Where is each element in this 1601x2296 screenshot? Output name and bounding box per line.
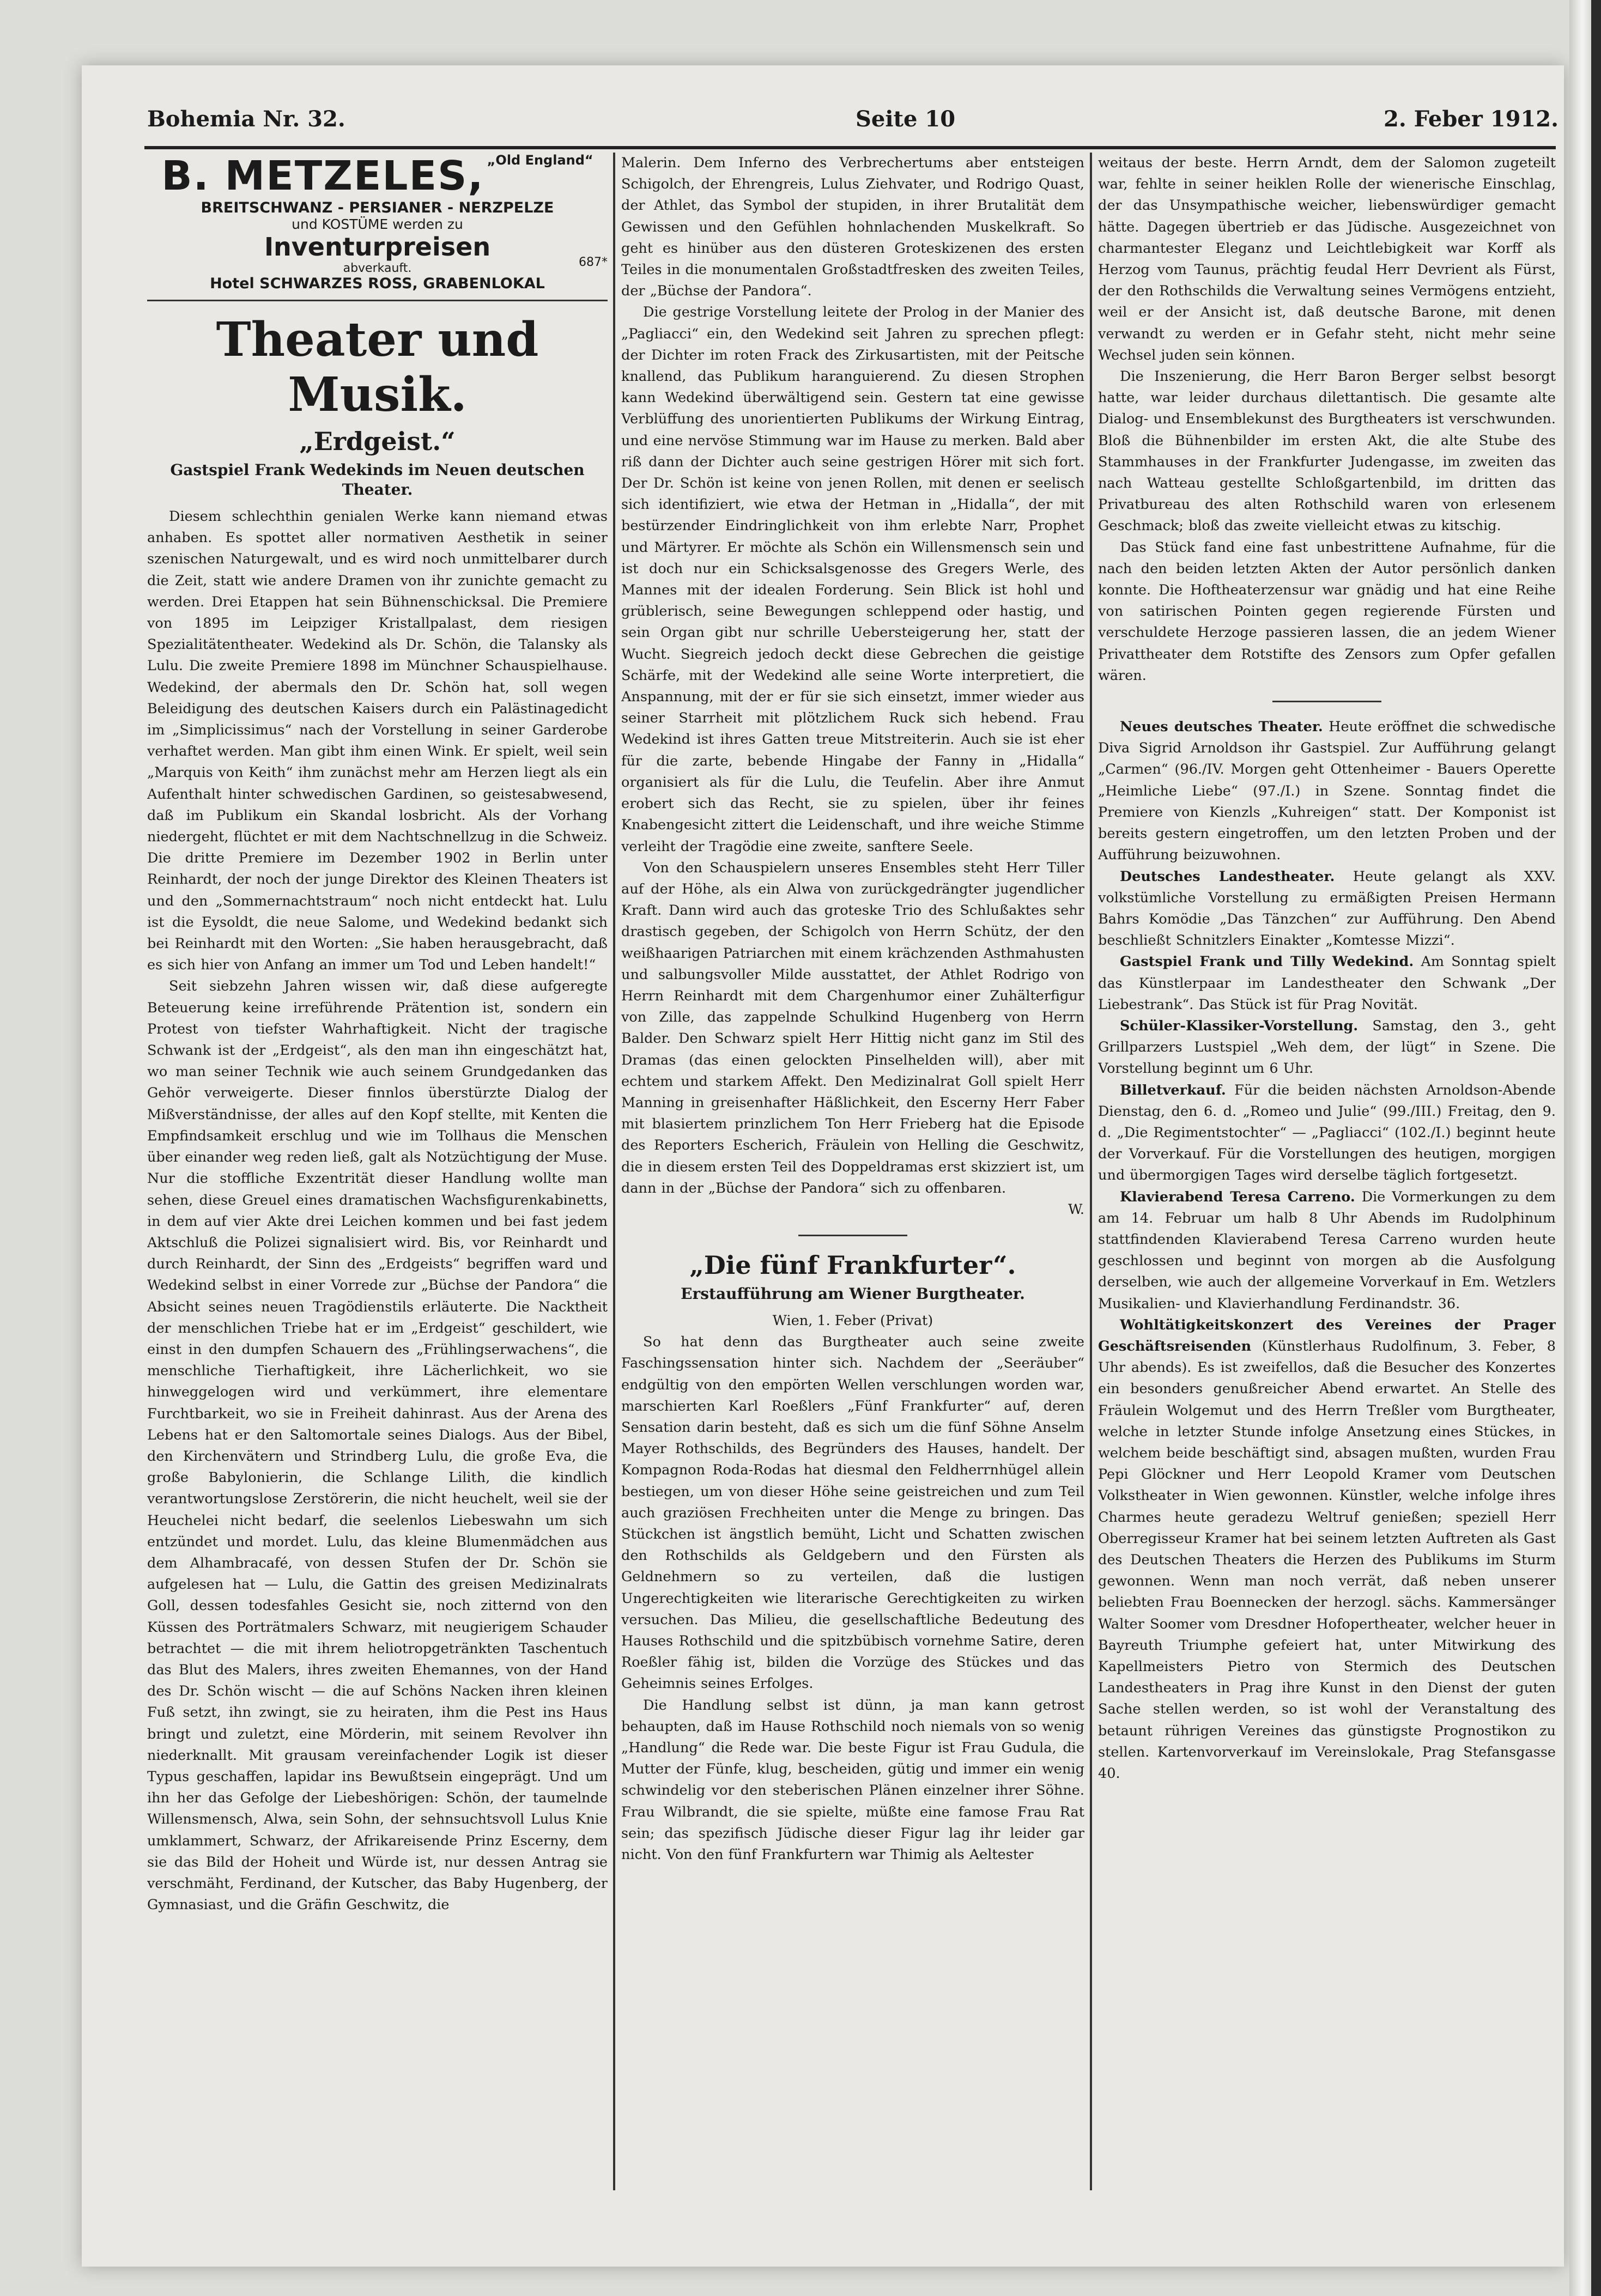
paragraph: Die gestrige Vorstellung leitete der Prolog in der Manier des „Pagliacci“ ein, den Wedekind seit Jahren zu sprechen pflegt: der Dichter im roten Frack des Zirkusartisten, mit der Peitsche knallend, das Publikum haranguierend. Zu diesen Strophen kann Wedekind überwältigend sein. Gestern tat eine gewisse Verblüffung des unorientierten Publikums der Wirkung Eintrag, und eine nervöse Stimmung war im Hause zu merken. Bald aber riß dann der Dichter auch seine gestrigen Hörer mit sich fort. Der Dr. Schön ist keine von jenen Rollen, mit denen er seelisch sich identifiziert, wie etwa der Hetman in „Hidalla“, der mit bestürzender Eindringlichkeit von ihm erlebte Narr, Prophet und Märtyrer. Er möchte als Schön ein Willensmensch sein und ist doch nur ein Schicksalsgenosse des Gregers Werle, des Mannes mit der idealen Forderung. Sein Blick ist hohl und grüblerisch, seine Bewegungen schleppend oder hastig, und sein Organ gibt nur schrille Uebersteigerung her, statt der Wucht. Siegreich jedoch deckt diese Gebrechen die geistige Schärfe, mit der Wedekind alle seine Worte interpretiert, die Anspannung, mit der er für sie sich einsetzt, immer wieder aus seiner Starrheit mit plötzlichem Ruck sich hebend. Frau Wedekind ist ihres Gatten treue Mitstreiterin. Auch sie ist eher für die zarte, bebende Hingabe der Fanny in „Hidalla“ organisiert als für die Lulu, die Teufelin. Aber ihre Anmut erobert sich das Recht, sie zu spielen, über ihr feines Knabengesicht zittert die Leidenschaft, und ihre weiche Stimme verleiht der Tragödie eine zweite, sanftere Seele. [621, 304, 1084, 855]
notice-text: Die Vormerkungen zu dem am 14. Februar um halb 8 Uhr Abends im Rudolphinum stattfindenden Klavierabend Teresa Carreno wurden heute geschlossen und beginnt von morgen ab die Ausfolgung derselben, wie auch der allgemeine Vorverkauf in Em. Wetzlers Musikalien- und Klavierhandlung Ferdinandstr. 36. [1098, 1188, 1556, 1312]
ad-line: BREITSCHWANZ - PERSIANER - NERZPELZE [201, 199, 554, 216]
issue-date: 2. Feber 1912. [1383, 106, 1558, 132]
notice-text: Am Sonntag spielt das Künstlerpaar im Landestheater den Schwank „Der Liebestrank“. Das Stück ist für Prag Novität. [1098, 953, 1556, 1013]
column-separator [613, 153, 615, 2190]
paragraph: Diesem schlechthin genialen Werke kann niemand etwas anhaben. Es spottet aller normativen Aesthetik in seiner szenischen Naturgewalt, und es wird noch unmittelbarer durch die Zeit, statt wie andere Dramen von ihr zunichte gemacht zu werden. Drei Etappen hat sein Bühnenschicksal. Die Premiere von 1895 im Leipziger Kristallpalast, dem riesigen Spezialitätentheater. Wedekind als Dr. Schön, die Talansky als Lulu. Die zweite Premiere 1898 im Münchner Schauspielhause. Wedekind, der abermals den Dr. Schön hat, soll wegen Beleidigung des deutschen Kaisers durch ein Palästinagedicht im „Simplicissimus“ nach der Vorstellung in seiner Garderobe verhaftet werden. Man gibt ihm einen Wink. Er spielt, weil sein „Marquis von Keith“ ihm zunächst mehr am Herzen liegt als ein Aufenthalt hinter schwedischen Gardinen, so geistesabwesend, daß im Publikum ein Skandal losbricht. Als der Vorhang niedergeht, flüchtet er mit dem Nachtschnellzug in die Schweiz. Die dritte Premiere im Dezember 1902 in Berlin unter Reinhardt, der noch der junge Direktor des Kleinen Theaters ist und den „Sommernachtstraum“ noch nicht entdeckt hat. Lulu ist die Eysoldt, die neue Salome, und Wedekind bedankt sich bei Reinhardt mit den Worten: „Sie haben herausgebracht, daß es sich hier von Anfang an immer um Tod und Leben handelt!“ [147, 508, 608, 974]
paragraph: weitaus der beste. Herrn Arndt, dem der Salomon zugeteilt war, fehlte in seiner heiklen Rolle der wienerische Einschlag, der das Unsympathische weicher, liebenswürdiger gemacht hätte. Dagegen übertrieb er das Jüdische. Ausgezeichnet von charmantester Eleganz und Leichtlebigkeit war Korff als Herzog vom Taunus, prächtig feudal Herr Devrient als Fürst, der den Rothschilds die Verwaltung seines Vermögens entzieht, weil er der Ansicht ist, daß deutsche Barone, mit denen verwandt zu werden er in Gefahr steht, nicht mehr seine Wechsel juden sein können. [1098, 155, 1556, 363]
column-2 [621, 153, 1084, 2263]
column-separator [1090, 153, 1092, 2190]
article-subtitle: Erstaufführung am Wiener Burgtheater. [681, 1285, 1025, 1303]
notice-head: Neues deutsches Theater. [1120, 719, 1323, 736]
notice [1098, 1187, 1556, 1315]
notice [1098, 1080, 1556, 1187]
article-title: „Die fünf Frankfurter“. [689, 1250, 1016, 1280]
paragraph: So hat denn das Burgtheater auch seine zweite Faschingssensation hinter sich. Nachdem der „Seeräuber“ endgültig von den empörten Wellen verschlungen worden war, marschierten Karl Roeßlers „Fünf Frankfurter“ auf, deren Sensation darin besteht, daß es sich um die fünf Söhne Anselm Mayer Rothschilds, des Begründers des Hauses, handelt. Der Kompagnon Roda-Rodas hat diesmal den Feldherrnhügel allein bestiegen, um von dieser Höhe seine geistreichen und zum Teil auch graziösen Frechheiten unter die Menge zu bringen. Das Stückchen ist ängstlich bemüht, Licht und Schatten zwischen den Rothschilds als Geldgebern und den Fürsten als Geldnehmern so zu verteilen, daß die lustigen Ungerechtigkeiten wie literarische Gerechtigkeiten zu wirken versuchen. Das Milieu, die gesellschaftliche Bedeutung des Hauses Rothschild und die spitzbübisch vornehme Satire, deren Roeßler fähig ist, bilden die Vorzüge des Stückes und das Geheimnis seines Erfolges. [621, 1334, 1084, 1692]
signature: W. [1068, 1201, 1084, 1218]
advertisement [147, 153, 608, 301]
ad-name: B. METZELES, [161, 153, 484, 199]
column-1 [147, 153, 608, 2263]
paragraph: Seit siebzehn Jahren wissen wir, daß diese aufgeregte Beteuerung keine irreführende Prätention ist, sondern ein Protest von tiefster Wahrhaftigkeit. Nicht der tragische Schwank ist der „Erdgeist“, als den man ihn eingeschätzt hat, wo man seiner Technik wie auch seinem Grundgedanken das Gehör verweigerte. Dieser finnlos überstürzte Dialog der Mißverständnisse, der alles auf den Kopf stellte, mit Kenten die Empfindsamkeit erschlug und wie im Tollhaus die Menschen über einander weg reden ließ, galt als Notzüchtigung der Muse. Nur die stoffliche Exzentrität dieser Handlung wollte man sehen, diese Greuel eines dramatischen Wachsfigurenkabinetts, in dem auf vier Akte drei Leichen kommen und bei fast jedem Aktschluß die Polizei signalisiert wird. Bis, vor Reinhardt und durch Reinhardt, der Sinn des „Erdgeists“ begriffen ward und Wedekind selbst in einer Vorrede zur „Büchse der Pandora“ die Absicht seines neuen Tragödienstils erläuterte. Die Nacktheit der menschlichen Triebe hat er im „Erdgeist“ geschildert, wie einst in den dumpfen Schauern des „Frühlingserwachens“, die menschliche Tierhaftigkeit, ihre Lächerlichkeit, wo sie hinweggelogen wird und verkümmert, ihre elementare Furchtbarkeit, wo sie in Freiheit dahinrast. Aus der Arena des Lebens hat er den Saltomortale seines Dialogs. Aus der Bibel, den Kirchenvätern und Strindberg Lulu, die große Eva, die große Babylonierin, die Schlange Lilith, die kindlich verantwortungslose Zerstörerin, die nicht heuchelt, weil sie der Heuchelei nicht bedarf, die seelenlos Liebeswahn um sich entzündet und mordet. Lulu, das kleine Blumenmädchen aus dem Alhambracafé, von dessen Stufen der Dr. Schön sie aufgelesen hat — Lulu, die Gattin des greisen Medizinalrats Goll, dessen todesfahles Gesicht sie, noch zitternd von den Küssen des Porträtmalers Schwarz, mit neugierigem Schauder betrachtet — die mit ihrem heliotropgetränkten Taschentuch das Blut des Malers, ihres zweiten Ehemannes, von der Hand des Dr. Schön wischt — die auf Schöns Nacken ihren kleinen Fuß setzt, ihn zwingt, sie zu heiraten, ihm die Pest ins Haus bringt und zuletzt, eine Mörderin, mit seinem Revolver ihn niederknallt. Mit grausam vereinfachender Logik ist dieser Typus geschaffen, lapidar ins Bewußtsein eingeprägt. Und um ihn her das Gefolge der Liebeshörigen: Schön, der taumelnde Willensmensch, Alwa, sein Sohn, der sehnsuchtsvoll Lulus Knie umklammert, Schwarz, der Afrikareisende Prinz Escerny, dem sie das Bild der Hoheit und Würde ist, nur dessen Antrag sie verschmäht, Ferdinand, der Kutscher, das Baby Hugenberg, der Gymnasiast, und die Gräfin Geschwitz, die [147, 978, 608, 1914]
page-number: Seite 10 [856, 106, 956, 132]
header-rule [144, 146, 1556, 149]
ad-tag: „Old England“ [487, 153, 593, 168]
page-header [147, 106, 1558, 144]
notice-text: Heute eröffnet die schwedische Diva Sigrid Arnoldson ihr Gastspiel. Zur Aufführung gelangt „Carmen“ (96./IV. Morgen geht Ottenheimer - Bauers Operette „Heimliche Liebe“ (97./I.) in Szene. Sonntag findet die Premiere von Kienzls „Kuhreigen“ statt. Der Komponist ist bereits gestern eingetroffen, um den letzten Proben und der Aufführung beizuwohnen. [1098, 719, 1556, 864]
paragraph: Die Handlung selbst ist dünn, ja man kann getrost behaupten, daß im Hause Rothschild noch niemals von so wenig „Handlung“ die Rede war. Die beste Figur ist Frau Gudula, die Mutter der Fünfe, klug, bescheiden, gütig und immer ein wenig schwindelig vor den steberischen Plänen einzelner ihrer Söhne. Frau Wilbrandt, die sie spielte, müßte eine famose Frau Rat sein; das spezifisch Jüdische dieser Figur lag ihr leider gar nicht. Von den fünf Frankfurtern war Thimig als Aeltester [621, 1697, 1084, 1863]
notice [1098, 716, 1556, 866]
scan-border [1591, 0, 1601, 2296]
paragraph: Das Stück fand eine fast unbestrittene Aufnahme, für die nach den beiden letzten Akten der Autor persönlich danken konnte. Die Hoftheaterzensur war gnädig und hat eine Reihe von satirischen Pointen gegen regierende Fürsten und verschuldete Herzoge passieren lassen, die an jedem Wiener Privattheater dem Rotstifte des Zensors zum Opfer gefallen wären. [1098, 539, 1556, 684]
article-title: „Erdgeist.“ [299, 427, 456, 456]
notice [1098, 1315, 1556, 1784]
article-divider [1272, 701, 1381, 702]
notice [1098, 1016, 1556, 1080]
notice-head: Billetverkauf. [1120, 1082, 1226, 1098]
notice-head: Schüler-Klassiker-Vorstellung. [1120, 1017, 1359, 1034]
paper-issue: Bohemia Nr. 32. [147, 106, 345, 132]
notice-text: Für die beiden nächsten Arnoldson-Abende Dienstag, den 6. d. „Romeo und Julie“ (99./III.) Freitag, den 9. d. „Die Regimentstochter“ — „Pagliacci“ (102./I.) beginnt heute der Vorverkauf. Für die Vorstellungen des heutigen, morgigen und übermorgigen Tages wird derselbe täglich fortgesetzt. [1098, 1082, 1556, 1184]
notice [1098, 866, 1556, 952]
section-title: Theater und Musik. [216, 312, 539, 422]
paragraph: Von den Schauspielern unseres Ensembles steht Herr Tiller auf der Höhe, als ein Alwa von zurückgedrängter jugendlicher Kraft. Dann wird auch das groteske Trio des Schlußaktes sehr drastisch gegeben, der Schigolch von Herrn Schütz, der den weißhaarigen Patriarchen mit einem krächzenden Asthmahusten und salbungsvoller Milde ausstattet, der Athlet Rodrigo von Herrn Reinhardt mit dem Chargenhumor einer Zuhälterfigur von Zille, das zappelnde Schulkind Hugenberg von Herrn Balder. Den Schwarz spielt Herr Hittig nicht ganz im Stil des Dramas (das einen gelockten Pinselhelden will), aber mit echtem und starkem Affekt. Den Medizinalrat Goll spielt Herr Manning in greisenhafter Häßlichkeit, den Escerny Herr Faber mit blasiertem prinzlichem Ton Herr Frieberg hat die Episode des Reporters Escherich, Fräulein von Helling die Geschwitz, die in diesem ersten Teil des Doppeldramas erst skizziert ist, um dann in der „Büchse der Pandora“ sich zu offenbaren. [621, 859, 1084, 1196]
ad-line: Hotel SCHWARZES ROSS, GRABENLOKAL [210, 275, 545, 292]
paragraph: Malerin. Dem Inferno des Verbrechertums aber entsteigen Schigolch, der Ehrengreis, Lulus Ziehvater, und Rodrigo Quast, der Athlet, das Symbol der stupiden, in ihrer Brutalität dem Gewissen und den Gefühlen hohnlachenden Muskelkraft. So geht es hinüber aus den düsteren Groteskizenen des ersten Teiles in die monumentalen Großstadtfresken des zweiten Teiles, der „Büchse der Pandora“. [621, 155, 1084, 300]
article-divider [798, 1235, 907, 1236]
notice-head: Wohltätigkeitskonzert des Vereines der Prager Geschäftsreisenden [1098, 1316, 1556, 1354]
article-subtitle: Gastspiel Frank Wedekinds im Neuen deutschen Theater. [170, 461, 585, 499]
ad-line: abverkauft. [343, 262, 412, 275]
notice-head: Klavierabend Teresa Carreno. [1120, 1188, 1355, 1205]
ad-line: und KOSTÜME werden zu [292, 216, 463, 232]
dateline: Wien, 1. Feber (Privat) [772, 1313, 933, 1329]
notice-text: Samstag, den 3., geht Grillparzers Lustspiel „Weh dem, der lügt“ in Szene. Die Vorstellung beginnt um 6 Uhr. [1098, 1017, 1556, 1077]
notice-text: (Künstlerhaus Rudolfinum, 3. Feber, 8 Uhr abends). Es ist zweifellos, daß die Besucher des Konzertes ein besonders genußreicher Abend erwartet. An Stelle des Fräulein Wolgemut und des Herrn Treßler vom Burgtheater, welche in letzter Stunde infolge Ansetzung eines Stückes, in welchem beide beschäftigt sind, absagen mußten, wurden Frau Pepi Glöckner und Herr Leopold Kramer vom Deutschen Volkstheater in Wien gewonnen. Künstler, welche infolge ihres Charmes heute geradezu Weltruf genießen; speziell Herr Oberregisseur Kramer hat bei seinem letzten Auftreten als Gast des Deutschen Theaters die Herzen des Publikums im Sturm gewonnen. Wenn man noch verrät, daß neben unserer beliebten Frau Boennecken der herzogl. sächs. Kammersänger Walter Soomer vom Dresdner Hofopertheater, welcher heuer in Bayreuth Triumphe gefeiert hat, unter Mitwirkung des Kapellmeisters Pietro von Stermich des Deutschen Landestheaters in Prag ihre Kunst in den Dienst der guten Sache stellen werden, so ist wohl der Veranstaltung des betaunt rührigen Vereines das günstigste Prognostikon zu stellen. Kartenvorverkauf im Vereinslokale, Prag Stefansgasse 40. [1098, 1338, 1556, 1782]
notice-head: Deutsches Landestheater. [1120, 868, 1335, 885]
ad-code: 687* [579, 256, 608, 269]
paragraph: Die Inszenierung, die Herr Baron Berger selbst besorgt hatte, war leider durchaus dilettantisch. Die gesamte alte Dialog- und Ensemblekunst des Burgtheaters ist verschwunden. Bloß die Bühnenbilder im ersten Akt, die alte Stube des Stammhauses in der Frankfurter Judengasse, im zweiten das nach Watteau gestellte Schloßgartenbild, im dritten das Privatbureau des alten Rothschild waren von erlesenem Geschmack; bloß das zweite vielleicht etwas zu kitschig. [1098, 368, 1556, 534]
ad-line: Inventurpreisen [264, 232, 491, 262]
notice-head: Gastspiel Frank und Tilly Wedekind. [1120, 953, 1414, 970]
notice-text: Heute gelangt als XXV. volkstümliche Vorstellung zu ermäßigten Preisen Hermann Bahrs Komödie „Das Tänzchen“ zur Aufführung. Den Abend beschließt Schnitzlers Einakter „Komtesse Mizzi“. [1098, 868, 1556, 949]
notice [1098, 951, 1556, 1016]
column-3 [1098, 153, 1556, 2263]
